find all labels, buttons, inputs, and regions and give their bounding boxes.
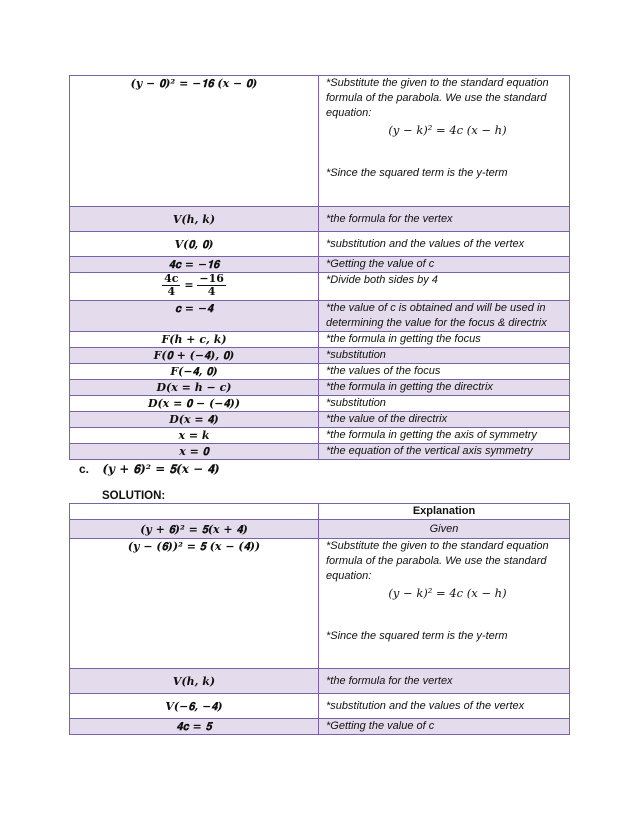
math-cell bbox=[70, 332, 319, 348]
math-cell bbox=[70, 301, 319, 332]
explanation-cell bbox=[319, 669, 570, 694]
explanation-text: *the value of the directrix bbox=[326, 413, 448, 425]
math-text: 𝑫(𝒙 = 𝒉 − 𝒄) bbox=[156, 381, 232, 394]
math-text: 𝑭(𝒉 + 𝒄, 𝒌) bbox=[161, 333, 227, 346]
problem-label: c. bbox=[79, 462, 90, 476]
problem-equation: (𝒚 + 𝟔)² = 𝟓(𝒙 − 𝟒) bbox=[102, 462, 220, 476]
math-text: 𝑭(−𝟒, 𝟎) bbox=[170, 365, 218, 378]
fraction-right bbox=[197, 273, 226, 298]
table-row bbox=[70, 396, 570, 412]
explanation-cell bbox=[319, 348, 570, 364]
explanation-cell bbox=[319, 412, 570, 428]
standard-equation: (y − k)² = 4c (x − h) bbox=[388, 586, 507, 600]
table-row bbox=[70, 301, 570, 332]
explanation-note: *Since the squared term is the y-term bbox=[326, 167, 508, 179]
explanation-text: *the values of the focus bbox=[326, 365, 441, 377]
explanation-cell bbox=[319, 332, 570, 348]
table-row bbox=[70, 694, 570, 719]
explanation-text: *Substitute the given to the standard equation formula of the parabola. We use the standard equation: bbox=[326, 540, 549, 582]
math-cell bbox=[70, 76, 319, 207]
table-row bbox=[70, 76, 570, 207]
math-text: (𝒚 − (𝟔))² = 𝟓 (𝒙 − (𝟒)) bbox=[127, 540, 261, 553]
math-cell: $\frac{\text{𝟒𝐜}}{𝟒}$ = $\frac{-𝟏𝟔}{𝟒}$ bbox=[70, 273, 319, 301]
math-text: 𝒙 = 𝒌 bbox=[178, 429, 210, 442]
solution-label: SOLUTION: bbox=[102, 490, 166, 502]
math-cell bbox=[70, 257, 319, 273]
math-text: 𝑫(𝒙 = 𝟒) bbox=[169, 413, 219, 426]
math-cell bbox=[70, 412, 319, 428]
explanation-cell bbox=[319, 301, 570, 332]
explanation-cell bbox=[319, 380, 570, 396]
table-row bbox=[70, 539, 570, 669]
explanation-text: *substitution and the values of the vertex bbox=[326, 699, 525, 712]
explanation-cell bbox=[319, 273, 570, 301]
explanation-cell bbox=[319, 364, 570, 380]
table-row bbox=[70, 332, 570, 348]
math-cell bbox=[70, 396, 319, 412]
problem-statement bbox=[79, 462, 220, 477]
fraction-numerator: 𝟒𝐜 bbox=[164, 272, 179, 285]
explanation-cell bbox=[319, 520, 570, 539]
explanation-text: *Getting the value of c bbox=[326, 720, 435, 732]
column-header: Explanation bbox=[319, 504, 570, 520]
math-text: (𝒚 + 𝟔)² = 𝟓(𝒙 + 𝟒) bbox=[140, 522, 248, 536]
explanation-text: *Substitute the given to the standard equation formula of the parabola. We use the standard equation: bbox=[326, 77, 549, 119]
math-cell bbox=[70, 380, 319, 396]
standard-equation: (y − k)² = 4c (x − h) bbox=[388, 123, 507, 137]
explanation-cell bbox=[319, 257, 570, 273]
math-cell bbox=[70, 539, 319, 669]
explanation-text: *substitution and the values of the vertex bbox=[326, 237, 525, 250]
explanation-cell bbox=[319, 76, 570, 207]
explanation-text: *the formula for the vertex bbox=[326, 674, 453, 687]
explanation-text: *the formula in getting the directrix bbox=[326, 381, 493, 393]
table-row bbox=[70, 428, 570, 444]
fraction-denominator: 𝟒 bbox=[167, 285, 176, 298]
math-cell bbox=[70, 520, 319, 539]
explanation-text: *Getting the value of c bbox=[326, 258, 435, 270]
explanation-cell bbox=[319, 719, 570, 735]
solution-table-2 bbox=[69, 503, 570, 735]
table-row bbox=[70, 364, 570, 380]
math-text: 𝑭(𝟎 + (−𝟒), 𝟎) bbox=[153, 349, 235, 362]
math-text: 𝟒𝐜 = 𝟓 bbox=[176, 720, 212, 733]
explanation-text: *substitution bbox=[326, 397, 386, 409]
table-row bbox=[70, 719, 570, 735]
table-header-row bbox=[70, 504, 570, 520]
explanation-cell bbox=[319, 444, 570, 460]
explanation-note: *Since the squared term is the y-term bbox=[326, 630, 508, 642]
math-cell bbox=[70, 669, 319, 694]
explanation-cell bbox=[319, 232, 570, 257]
table-row bbox=[70, 348, 570, 364]
math-text: 𝐜 = −𝟒 bbox=[174, 302, 214, 315]
math-cell bbox=[70, 348, 319, 364]
fraction-denominator: 𝟒 bbox=[207, 285, 216, 298]
explanation-text: Given bbox=[429, 522, 459, 535]
explanation-text: *the equation of the vertical axis symmetry bbox=[326, 445, 533, 457]
explanation-cell bbox=[319, 396, 570, 412]
explanation-cell bbox=[319, 428, 570, 444]
table-row bbox=[70, 412, 570, 428]
math-cell bbox=[70, 232, 319, 257]
math-cell bbox=[70, 694, 319, 719]
table-row bbox=[70, 669, 570, 694]
solution-table-1 bbox=[69, 75, 570, 460]
table-row bbox=[70, 273, 570, 301]
math-text: 𝑽(𝒉, 𝒌) bbox=[172, 212, 216, 226]
explanation-text: *the formula in getting the axis of symmetry bbox=[326, 429, 537, 441]
math-text: 𝑫(𝒙 = 𝟎 − (−𝟒)) bbox=[147, 397, 241, 410]
table-row bbox=[70, 520, 570, 539]
fraction-numerator: −𝟏𝟔 bbox=[199, 272, 224, 285]
math-cell bbox=[70, 428, 319, 444]
math-text: 𝑽(𝒉, 𝒌) bbox=[172, 674, 216, 688]
table-row bbox=[70, 257, 570, 273]
math-cell bbox=[70, 364, 319, 380]
math-text: (𝒚 − 𝟎)² = −𝟏𝟔 (𝒙 − 𝟎) bbox=[130, 77, 258, 90]
math-cell bbox=[70, 207, 319, 232]
table-row bbox=[70, 207, 570, 232]
explanation-text: *the formula in getting the focus bbox=[326, 333, 481, 345]
table-row bbox=[70, 232, 570, 257]
table-row bbox=[70, 380, 570, 396]
explanation-cell bbox=[319, 207, 570, 232]
fraction-left bbox=[162, 273, 180, 298]
explanation-text: *Divide both sides by 4 bbox=[326, 274, 438, 286]
math-cell bbox=[70, 719, 319, 735]
table-row bbox=[70, 444, 570, 460]
math-text: 𝟒𝐜 = −𝟏𝟔 bbox=[168, 258, 220, 271]
header-empty-cell bbox=[70, 504, 319, 520]
explanation-text: *the formula for the vertex bbox=[326, 212, 453, 225]
math-text: 𝑽(𝟎, 𝟎) bbox=[174, 237, 214, 251]
explanation-text: *substitution bbox=[326, 349, 386, 361]
explanation-cell bbox=[319, 539, 570, 669]
math-text: 𝑽(−𝟔, −𝟒) bbox=[165, 699, 223, 713]
math-cell bbox=[70, 444, 319, 460]
explanation-text: *the value of c is obtained and will be used in determining the value for the focus & directrix bbox=[326, 302, 547, 329]
math-text: 𝒙 = 𝟎 bbox=[179, 445, 209, 458]
explanation-cell bbox=[319, 694, 570, 719]
